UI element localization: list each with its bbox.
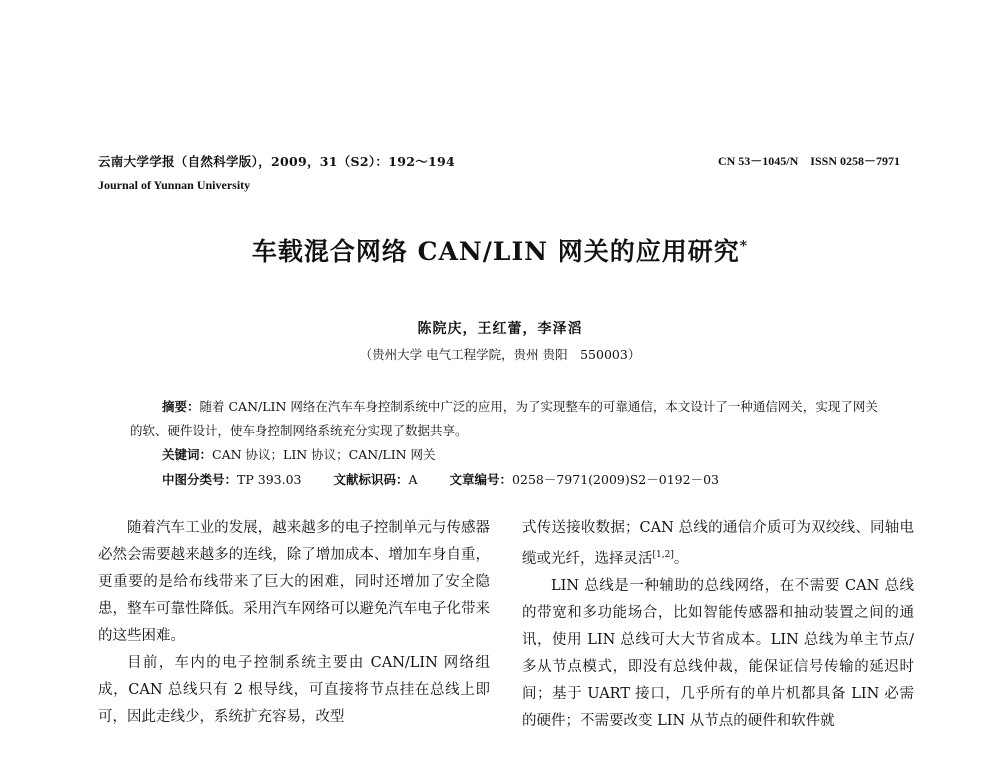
paper-title-text: 车载混合网络 CAN/LIN 网关的应用研究 — [251, 237, 740, 266]
classification-line — [162, 470, 719, 488]
body-text: 式传送接收数据；CAN 总线的通信介质可为双绞线、同轴电缆或光纤，选择灵活 — [522, 520, 914, 567]
abstract-body — [130, 395, 890, 443]
journal-citation: 云南大学学报（自然科学版），2009，31（S2）：192～194 — [98, 154, 455, 169]
body-paragraph — [522, 515, 914, 573]
article-no-label: 文章编号： — [449, 472, 513, 487]
body-column-left — [98, 515, 490, 731]
body-text-end: 。 — [673, 550, 689, 567]
paper-title — [0, 232, 1000, 268]
body-column-right — [522, 515, 914, 735]
body-paragraph: LIN 总线是一种辅助的总线网络，在不需要 CAN 总线的带宽和多功能场合，比如智能传感器和抽动装置之间的通讯，使用 LIN 总线可大大节省成本。LIN 总线为单主节点/多从节点模式，即没有总线仲裁，能保证信号传输的延迟时间；基于 UART 接口，几乎所有的单片机都具备 LIN 必需的硬件；不需要改变 LIN 从节点的硬件和软件就 — [522, 577, 914, 729]
issn-line: CN 53－1045/N ISSN 0258－7971 — [717, 154, 900, 168]
body-paragraph: 随着汽车工业的发展，越来越多的电子控制单元与传感器必然会需要越来越多的连线，除了增加成本、增加车身自重，更重要的是给布线带来了巨大的困难，同时还增加了安全隐患，整车可靠性降低。采用汽车网络可以避免汽车电子化带来的这些困难。 — [98, 520, 490, 644]
clc-label: 中图分类号： — [162, 472, 238, 487]
body-paragraph: 目前，车内的电子控制系统主要由 CAN/LIN 网络组成，CAN 总线只有 2 根导线，可直接将节点挂在总线上即可，因此走线少，系统扩充容易，改型 — [98, 655, 490, 725]
clc-value: TP 393.03 — [237, 472, 302, 487]
citation-ref: [1,2] — [652, 550, 674, 560]
abstract-label: 摘要： — [162, 399, 200, 414]
journal-name-en: Journal of Yunnan University — [98, 178, 251, 192]
doc-code-label: 文献标识码： — [333, 472, 409, 487]
abstract-text: 随着 CAN/LIN 网络在汽车车身控制系统中广泛的应用，为了实现整车的可靠通信，本文设计了一种通信网关，实现了网关的软、硬件设计，使车身控制网络系统充分实现了数据共享。 — [130, 399, 878, 438]
affiliation: （贵州大学 电气工程学院，贵州 贵阳 550003） — [359, 347, 641, 362]
keywords — [162, 445, 436, 463]
doc-code-value: A — [408, 472, 418, 487]
abstract — [130, 395, 890, 443]
keywords-label: 关键词： — [162, 447, 213, 462]
article-no-value: 0258－7971(2009)S2－0192－03 — [512, 472, 719, 487]
author-list: 陈院庆，王红蕾，李泽滔 — [417, 321, 583, 337]
title-footnote-mark: * — [739, 238, 749, 255]
keywords-text: CAN 协议；LIN 协议；CAN/LIN 网关 — [212, 447, 436, 462]
